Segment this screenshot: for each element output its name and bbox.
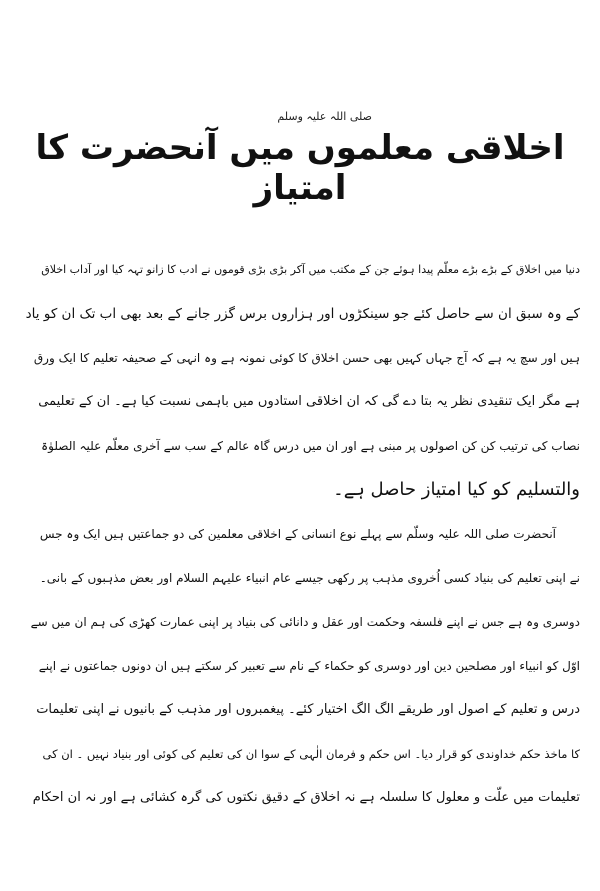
- page-title-text: اخلاقی معلموں میں آنحضرت کا امتیاز: [35, 128, 565, 208]
- text-line: تعلیمات میں علّت و معلول کا سلسلہ ہے نہ اخلاق کے دقیق نکتوں کی گرہ کشائی ہے اور نہ ان احکام: [32, 790, 580, 805]
- page-title: [0, 110, 600, 208]
- text-line: دوسری وہ ہے جس نے اپنے فلسفہ وحکمت اور عقل و دانائی کی بنیاد پر اپنی عمارت کھڑی کی ہم ان میں سے: [30, 615, 580, 629]
- text-line: اوّل کو انبیاء اور مصلحین دین اور دوسری کو حکماء کے نام سے تعبیر کر سکتے ہیں ان دونوں جماعتوں نے اپنے: [38, 659, 580, 673]
- body-text: [20, 248, 580, 820]
- text-line: کا ماخذ حکم خداوندی کو قرار دیا۔ اس حکم و فرمان الٰہی کے سوا ان کی تعلیم کی کوئی اور بنیاد نہیں ۔ ان کی: [42, 747, 580, 761]
- title-block: [0, 110, 600, 208]
- text-line: کے وہ سبق ان سے حاصل کئے جو سینکڑوں اور ہزاروں برس گزر جانے کے بعد بھی اب تک ان کو یاد: [25, 306, 580, 322]
- text-line: والتسلیم کو کیا امتیاز حاصل ہے۔: [333, 479, 580, 500]
- paragraph-1: [20, 248, 580, 512]
- text-line: نے اپنی تعلیم کی بنیاد کسی اُخروی مذہب پر رکھی جیسے عام انبیاء علیہم السلام اور بعض مذہبوں کے بانی۔: [39, 571, 580, 585]
- text-line: دنیا میں اخلاق کے بڑے بڑے معلّم پیدا ہوئے جن کے مکتب میں آکر بڑی بڑی قوموں نے ادب کا زانو تہہ کیا اور آداب اخلاق: [41, 263, 580, 276]
- text-line: ہیں اور سچ یہ ہے کہ آج جہاں کہیں بھی حسن اخلاق کا کوئی نمونہ ہے وہ انہی کے صحیفہ تعلیم کا ایک ورق: [33, 351, 580, 365]
- text-line: نصاب کی ترتیب کن کن اصولوں پر مبنی ہے اور ان میں درس گاہ عالم کے سب سے آخری معلّم علیہ الصلوٰۃ: [41, 439, 580, 453]
- text-line: درس و تعلیم کے اصول اور طریقے الگ الگ اختیار کئے۔ پیغمبروں اور مذہب کے بانیوں نے اپنی تعلیمات: [36, 702, 580, 717]
- title-honorific: صلی اللہ علیہ وسلم: [277, 110, 372, 123]
- text-line: ہے مگر ایک تنقیدی نظر یہ بتا دے گی کہ ان اخلاقی استادوں میں باہمی نسبت کیا ہے۔ ان کے تعلیمی: [38, 394, 580, 409]
- text-line: آنحضرت صلی اللہ علیہ وسلّم سے پہلے نوع انسانی کے اخلاقی معلمین کی دو جماعتیں ہیں ایک وہ جس: [39, 527, 556, 541]
- paragraph-2: [20, 512, 580, 820]
